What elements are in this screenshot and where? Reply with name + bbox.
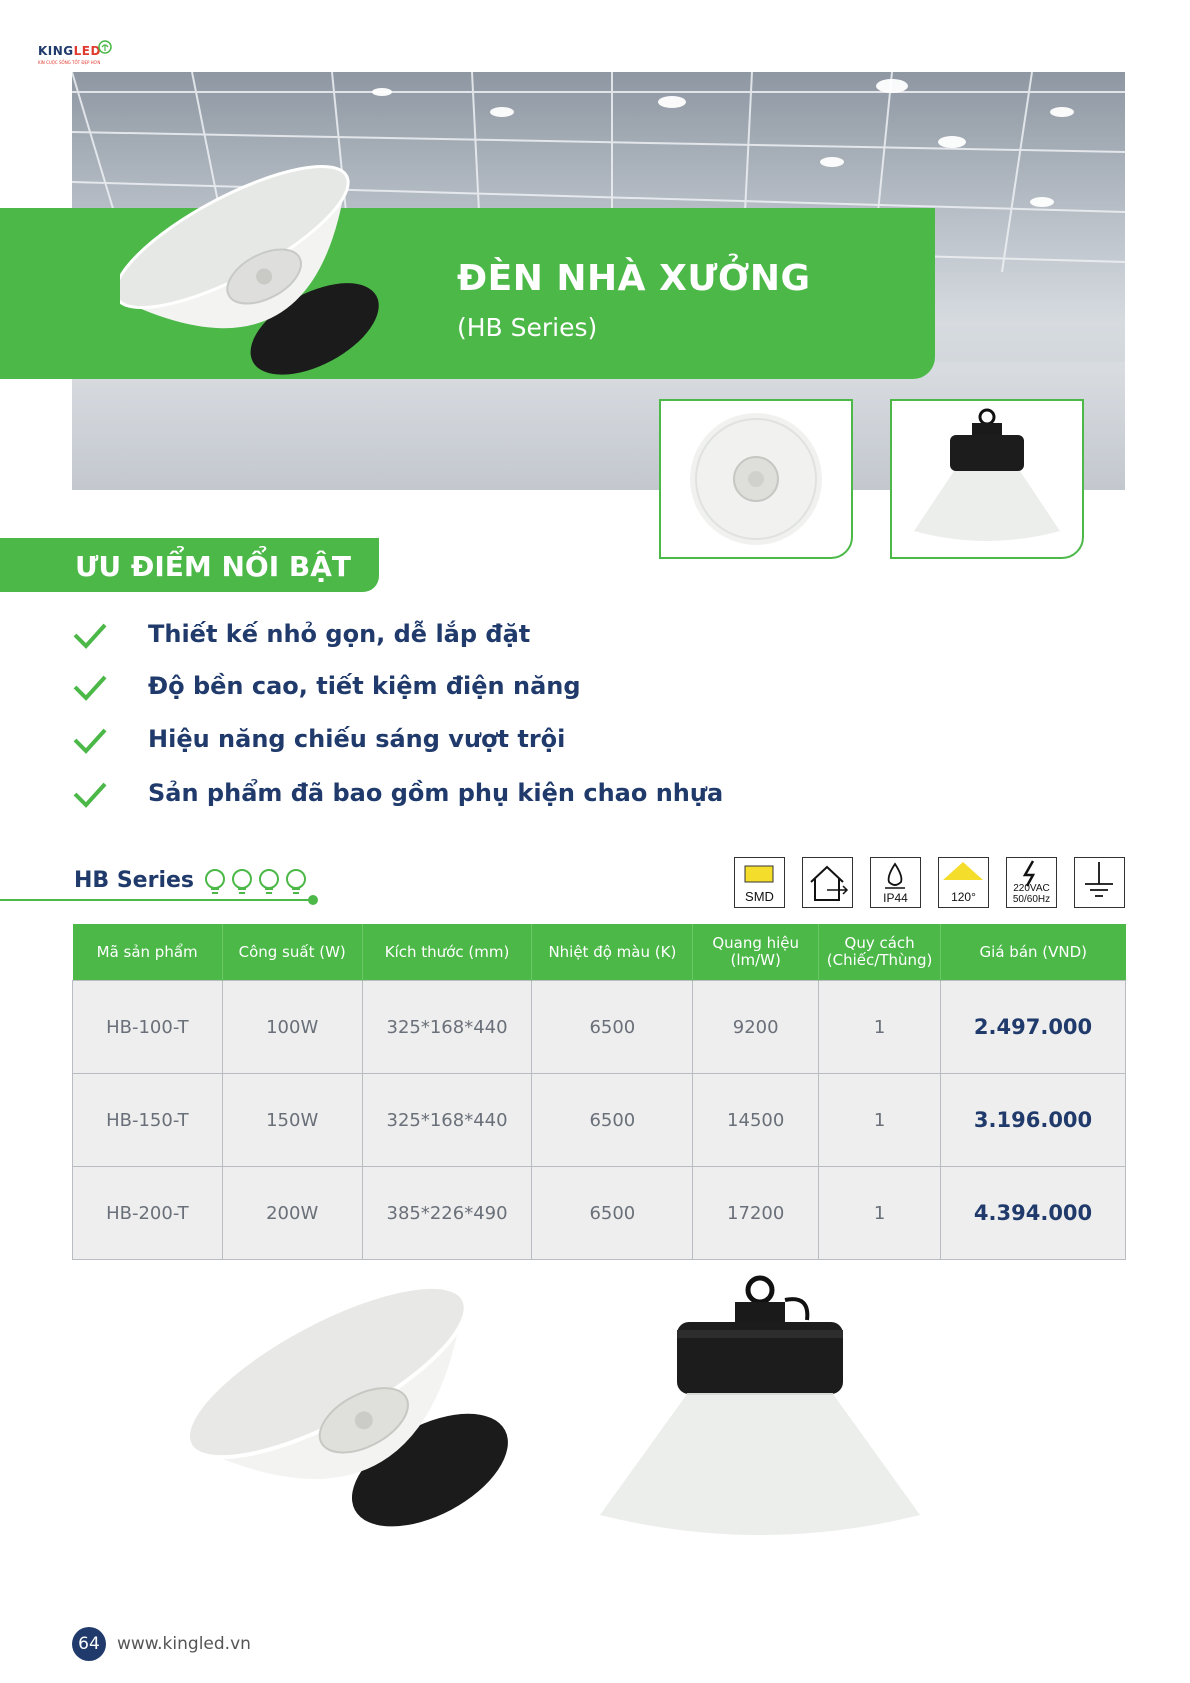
power-cell: 200W: [222, 1167, 362, 1260]
logo-tagline: KIN CUỘC SỐNG TỐT ĐẸP HƠN: [38, 60, 101, 65]
beam-angle-caption: 120°: [951, 890, 976, 904]
page-subtitle: (HB Series): [457, 313, 598, 342]
dimension-cell: 385*226*490: [362, 1167, 532, 1260]
dimension-cell: 325*168*440: [362, 1074, 532, 1167]
product-photo-bowl: [190, 1275, 520, 1575]
lamp-side-image: [892, 401, 1082, 557]
table-row: [73, 1074, 1126, 1167]
advantages-heading: ƯU ĐIỂM NỔI BẬT: [75, 550, 352, 583]
color-temp-cell: 6500: [532, 981, 693, 1074]
logo-main-text: KING: [38, 44, 74, 58]
table-row: [73, 981, 1126, 1074]
series-name: HB Series: [74, 868, 195, 893]
table-row: [73, 1167, 1126, 1260]
pack-cell: 1: [819, 1167, 941, 1260]
series-divider-dot: [308, 895, 318, 905]
power-cell: 100W: [222, 981, 362, 1074]
logo-accent-text: LED: [73, 44, 101, 58]
advantage-item: [72, 618, 772, 654]
pack-cell: 1: [819, 981, 941, 1074]
efficacy-cell: 9200: [693, 981, 819, 1074]
beam-angle-icon: [938, 857, 989, 908]
advantage-item: [72, 723, 772, 759]
price-cell: 2.497.000: [941, 981, 1126, 1074]
advantage-text: Độ bền cao, tiết kiệm điện năng: [148, 672, 581, 700]
thumbnail-lamp-front: [659, 399, 853, 559]
power-cell: 150W: [222, 1074, 362, 1167]
voltage-caption-line1: 220VAC: [1013, 883, 1050, 894]
ip44-caption: IP44: [883, 891, 908, 905]
column-header: Quang hiệu (lm/W): [693, 924, 819, 981]
table-header-row: [73, 924, 1126, 981]
indoor-house-icon: [802, 857, 853, 908]
column-header: Kích thước (mm): [362, 924, 532, 981]
bulb-icons: [204, 868, 309, 900]
advantage-text: Sản phẩm đã bao gồm phụ kiện chao nhựa: [148, 779, 724, 807]
price-cell: 3.196.000: [941, 1074, 1126, 1167]
efficacy-cell: 17200: [693, 1167, 819, 1260]
pack-cell: 1: [819, 1074, 941, 1167]
ip44-water-icon: [870, 857, 921, 908]
website-link[interactable]: www.kingled.vn: [117, 1634, 251, 1654]
check-icon: [72, 779, 108, 809]
column-header: Nhiệt độ màu (K): [532, 924, 693, 981]
color-temp-cell: 6500: [532, 1167, 693, 1260]
check-icon: [72, 620, 108, 650]
voltage-caption-line2: 50/60Hz: [1012, 894, 1051, 905]
model-cell: HB-100-T: [73, 981, 223, 1074]
dimension-cell: 325*168*440: [362, 981, 532, 1074]
brand-logo: [38, 40, 118, 66]
lamp-front-image: [661, 401, 851, 557]
hero-lamp-image: [120, 160, 400, 420]
column-header: Công suất (W): [222, 924, 362, 981]
color-temp-cell: 6500: [532, 1074, 693, 1167]
smd-chip-icon: [734, 857, 785, 908]
product-spec-table: [72, 924, 1126, 1260]
page-number: 64: [72, 1627, 106, 1661]
advantage-text: Thiết kế nhỏ gọn, dễ lắp đặt: [148, 620, 531, 648]
advantage-item: [72, 777, 772, 813]
smd-caption: SMD: [745, 889, 774, 904]
product-photo-side: [595, 1270, 925, 1580]
efficacy-cell: 14500: [693, 1074, 819, 1167]
page-title: ĐÈN NHÀ XƯỞNG: [457, 258, 811, 299]
model-cell: HB-150-T: [73, 1074, 223, 1167]
voltage-icon: [1006, 857, 1057, 908]
logo-leaf-icon: [98, 40, 112, 54]
column-header: Quy cách (Chiếc/Thùng): [819, 924, 941, 981]
advantage-text: Hiệu năng chiếu sáng vượt trội: [148, 725, 566, 753]
ground-icon: [1074, 857, 1125, 908]
series-divider: [0, 899, 313, 901]
column-header: Mã sản phẩm: [73, 924, 223, 981]
column-header: Giá bán (VND): [941, 924, 1126, 981]
advantage-item: [72, 670, 772, 706]
check-icon: [72, 672, 108, 702]
price-cell: 4.394.000: [941, 1167, 1126, 1260]
thumbnail-lamp-side: [890, 399, 1084, 559]
model-cell: HB-200-T: [73, 1167, 223, 1260]
check-icon: [72, 725, 108, 755]
